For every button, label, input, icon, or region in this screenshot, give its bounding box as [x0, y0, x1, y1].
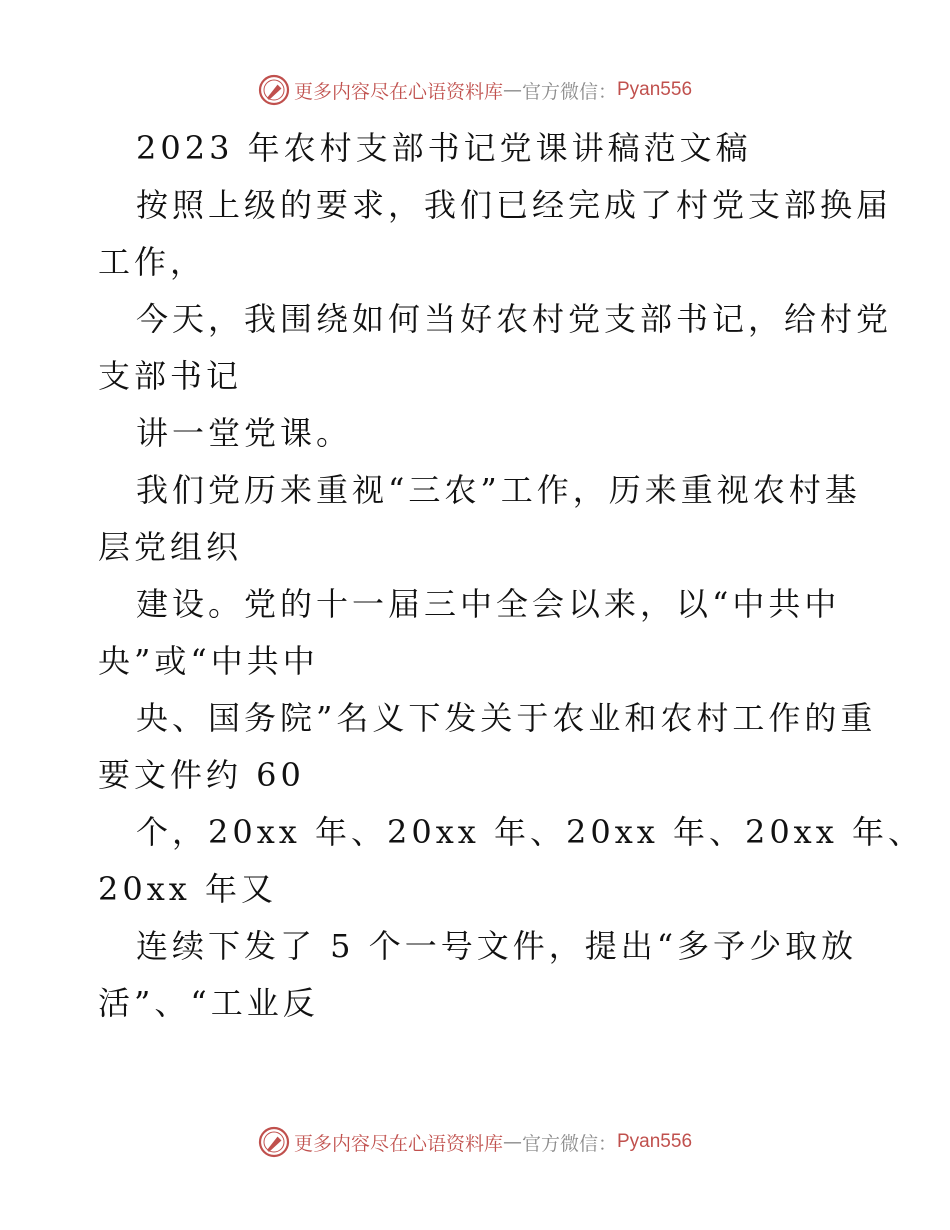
watermark-wechat-id: Pyan556	[617, 1131, 693, 1152]
pen-nib-logo-icon	[258, 74, 290, 106]
document-title: 2023 年农村支部书记党课讲稿范文稿	[136, 129, 752, 167]
text-line: 层党组织	[98, 528, 243, 566]
watermark-label: 官方微信：	[521, 1132, 617, 1155]
text-line: 20xx 年又	[98, 870, 277, 908]
watermark-dash: —	[502, 1131, 522, 1153]
text-line: 讲一堂党课。	[136, 414, 353, 452]
watermark-label: 官方微信：	[521, 80, 617, 103]
watermark-brand: 更多内容尽在心语资料库	[293, 1132, 503, 1155]
text-line: 按照上级的要求，我们已经完成了村党支部换届	[136, 186, 893, 224]
watermark-header	[0, 72, 950, 108]
text-line: 建设。党的十一届三中全会以来，以“中共中	[136, 585, 841, 623]
pen-nib-logo-icon	[258, 1126, 290, 1158]
text-line: 连续下发了 5 个一号文件，提出“多予少取放	[136, 927, 858, 965]
document-body	[98, 120, 924, 1032]
watermark-brand: 更多内容尽在心语资料库	[293, 80, 503, 103]
text-line: 支部书记	[98, 357, 243, 395]
text-line: 个，20xx 年、20xx 年、20xx 年、20xx 年、	[136, 813, 924, 851]
watermark-footer	[0, 1124, 950, 1160]
text-line: 要文件约 60	[98, 756, 305, 794]
text-line: 央”或“中共中	[98, 642, 319, 680]
text-line: 央、国务院”名义下发关于农业和农村工作的重	[136, 699, 877, 737]
text-line: 工作，	[98, 243, 207, 281]
watermark-dash: —	[502, 79, 522, 101]
text-line: 我们党历来重视“三农”工作，历来重视农村基	[136, 471, 861, 509]
text-line: 今天，我围绕如何当好农村党支部书记，给村党	[136, 300, 893, 338]
text-line: 活”、“工业反	[98, 984, 319, 1022]
watermark-wechat-id: Pyan556	[617, 79, 693, 100]
